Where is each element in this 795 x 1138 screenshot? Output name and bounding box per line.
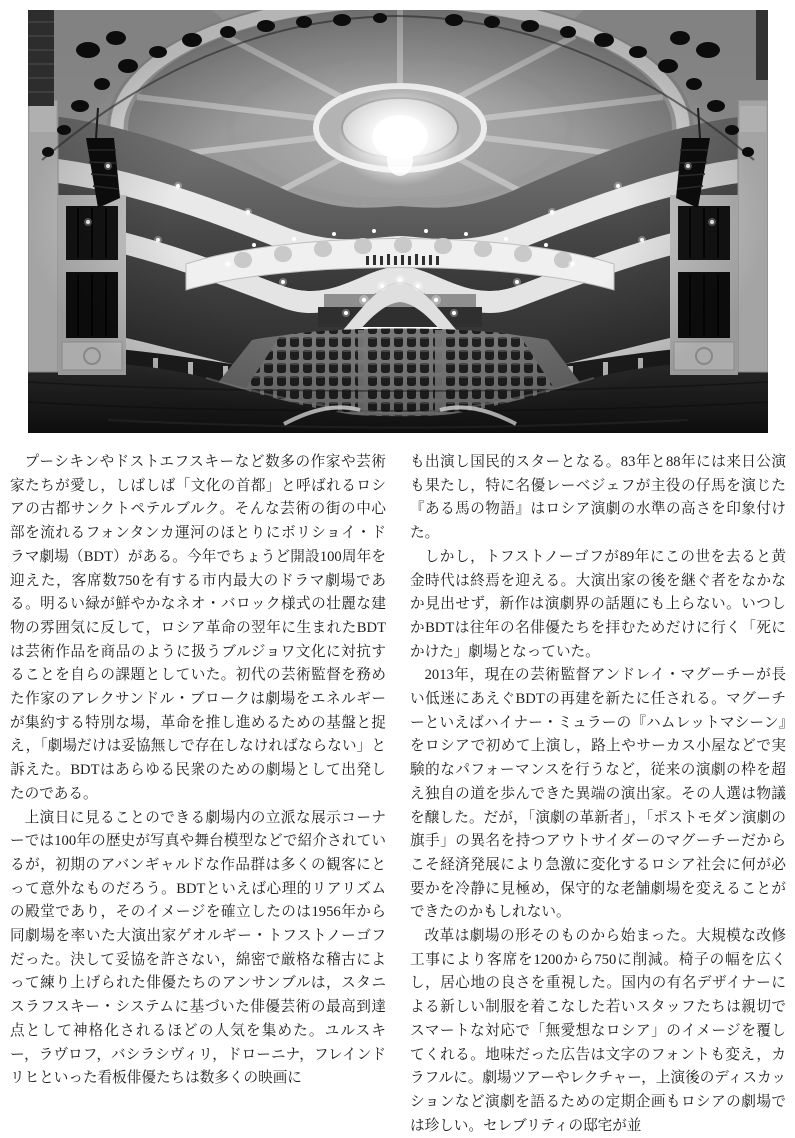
paragraph-continuation: も出演し国民的スターとなる。83年と88年には来日公演も果たし，特に名優レーベジェフが主役の仔馬を演じた『ある馬の物語』はロシア演劇の水準の高さを印象付けた。 — [410, 454, 786, 542]
theater-photo — [28, 10, 768, 433]
paragraph: 2013年，現在の芸術監督アンドレイ・マグーチーが長い低迷にあえぐBDTの再建を新たに任される。マグーチーといえばハイナー・ミュラーの『ハムレットマシーン』をロシアで初めて上演し，路上やサーカス小屋などで実験的なパフォーマンスを行うなど，従来の演劇の枠を超え独自の道を歩んできた異端の演出家。その人選は物議を醸した。だが，「演劇の革新者」，「ポストモダン演劇の旗手」の異名を持つアウトサイダーのマグーチーだからこそ経済発展により急激に変化するロシア社会に何が必要かを冷静に見極め，保守的な老舗劇場を変えることができたのかもしれない。 — [410, 667, 786, 921]
paragraph: プーシキンやドストエフスキーなど数多の作家や芸術家たちが愛し，しばしば「文化の首都」と呼ばれるロシアの古都サンクトペテルブルク。そんな芸術の街の中心部を流れるフォンタンカ運河のほとりにボリショイ・ドラマ劇場（BDT）がある。今年でちょうど開設100周年を迎えた，客席数750を有する市内最大のドラマ劇場である。明るい緑が鮮やかなネオ・バロック様式の壮麗な建物の雰囲気に反して，ロシア革命の翌年に生まれたBDTは芸術作品を商品のように扱うブルジョワ文化に対抗することを自らの課題としていた。初代の芸術監督を務めた作家のアレクサンドル・ブロークは劇場をエネルギーが集約する特別な場，革命を推し進めるための基盤と捉え，「劇場だけは妥協無しで存在しなければならない」と訴えた。BDTはあらゆる民衆のための劇場として出発したのである。 — [10, 454, 386, 802]
theater-photo-illustration — [28, 10, 768, 433]
paragraph: しかし，トフストノーゴフが89年にこの世を去ると黄金時代は終焉を迎える。大演出家の後を継ぐ者をなかなか見出せず，新作は演劇界の話題にも上らない。いつしかBDTは往年の名俳優たちを拝むためだけに行く「死にかけた」劇場となっていた。 — [410, 548, 786, 660]
text-column-right — [410, 451, 786, 1138]
paragraph: 上演日に見ることのできる劇場内の立派な展示コーナーでは100年の歴史が写真や舞台模型などで紹介されているが，初期のアバンギャルドな作品群は多くの観客にとって意外なものだろう。BDTといえば心理的リアリズムの殿堂であり，そのイメージを確立したのは1956年から同劇場を率いた大演出家ゲオルギー・トフストノーゴフだった。決して妥協を許さない，綿密で厳格な稽古によって練り上げられた俳優たちのアンサンブルは，スタニスラフスキー・システムに基づいた俳優芸術の最高到達点として神格化されるほどの人気を集めた。ユルスキー，ラヴロフ，バシラシヴィリ，ドローニナ，フレインドリヒといった看板俳優たちは数多くの映画に — [10, 809, 386, 1087]
article-body — [10, 451, 786, 1138]
vignette — [28, 10, 768, 433]
paragraph: 改革は劇場の形そのものから始まった。大規模な改修工事により客席を1200から750に削減。椅子の幅を広くし，居心地の良さを重視した。国内の有名デザイナーによる新しい制服を着こなした若いスタッフたちは親切でスマートな対応で「無愛想なロシア」のイメージを覆してくれる。地味だった広告は文字のフォントも変え，カラフルに。劇場ツアーやレクチャー，上演後のディスカッションなど演劇を語るための定期企画もロシアの劇場では珍しい。セレブリティの邸宅が並 — [410, 928, 786, 1134]
text-column-left — [10, 451, 386, 1138]
